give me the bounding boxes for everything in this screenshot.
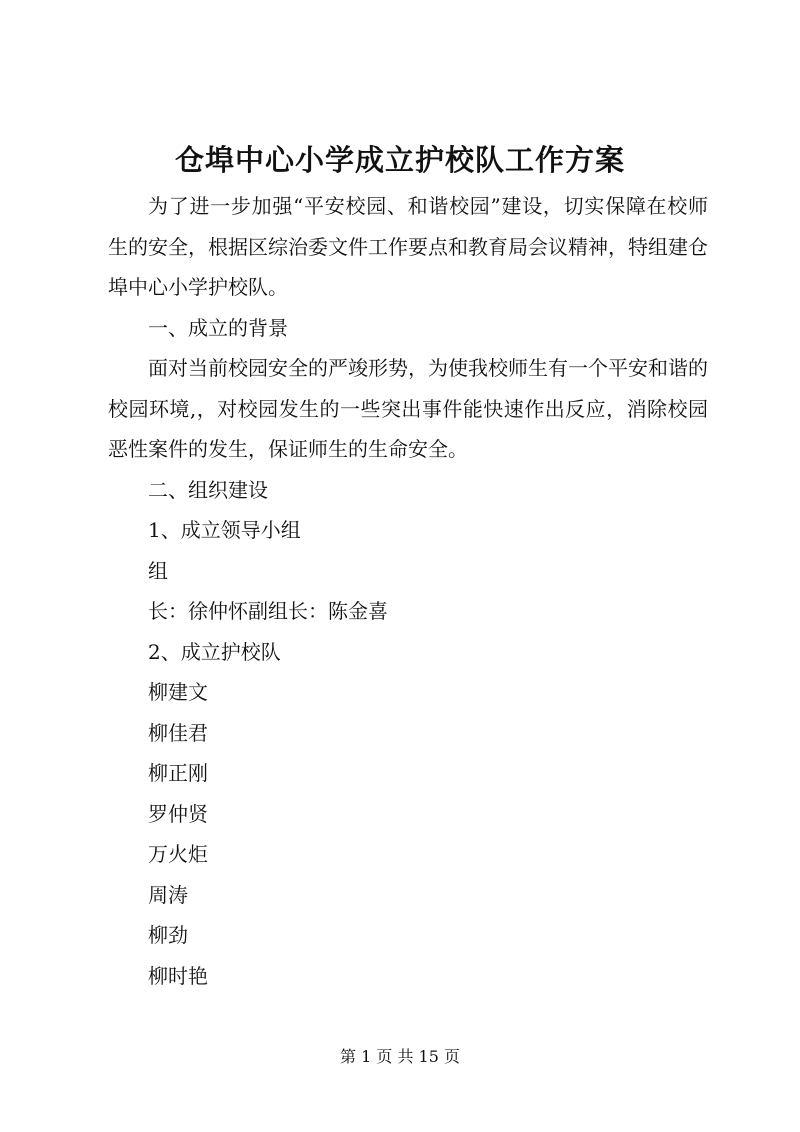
page-number-footer: 第 1 页 共 15 页 — [340, 1047, 460, 1066]
leader-line-1: 组 — [148, 558, 168, 583]
member-name: 周涛 — [148, 882, 188, 907]
member-name: 万火炬 — [148, 842, 208, 866]
member-name: 柳正刚 — [148, 761, 208, 785]
member-name: 柳时艳 — [148, 963, 208, 988]
member-name: 柳佳君 — [148, 720, 208, 745]
document-body — [108, 186, 708, 996]
background-paragraph: 面对当前校园安全的严竣形势，为使我校师生有一个平安和谐的校园环境,，对校园发生的一些突出事件能快速作出反应，消除校园恶性案件的发生，保证师生的生命安全。 — [108, 356, 708, 461]
leader-line-2: 长：徐仲怀副组长：陈金喜 — [148, 599, 388, 623]
subheading-leadership-group: 1、成立领导小组 — [148, 518, 301, 542]
document-title: 仓埠中心小学成立护校队工作方案 — [174, 143, 625, 177]
intro-paragraph: 为了进一步加强“平安校园、和谐校园”建设，切实保障在校师生的安全，根据区综治委文件工作要点和教育局会议精神，特组建仓埠中心小学护校队。 — [108, 194, 708, 299]
subheading-patrol-team: 2、成立护校队 — [148, 639, 281, 664]
section-heading-organization: 二、组织建设 — [148, 477, 268, 502]
member-name: 罗仲贤 — [148, 801, 208, 826]
member-name: 柳建文 — [148, 680, 208, 704]
section-heading-background: 一、成立的背景 — [148, 315, 288, 340]
member-name: 柳劲 — [148, 923, 188, 947]
